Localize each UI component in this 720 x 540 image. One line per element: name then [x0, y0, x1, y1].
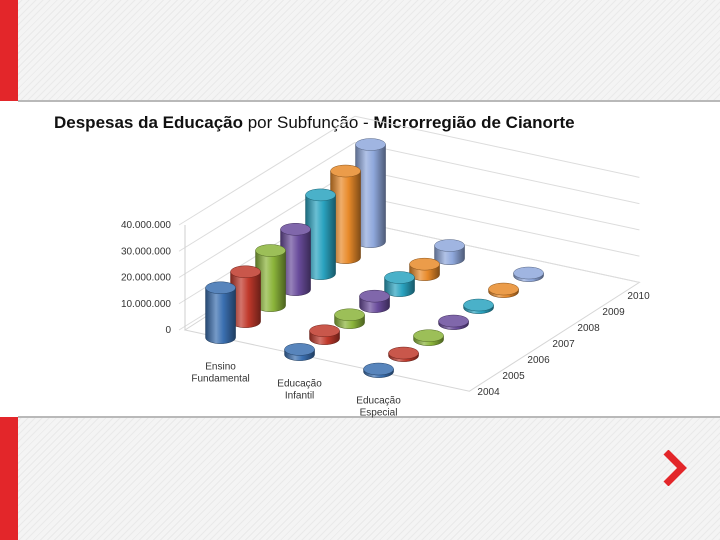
bar-cylinder-top: [464, 299, 494, 311]
bar-cylinder-top: [389, 347, 419, 359]
depth-series-label: 2009: [602, 307, 625, 319]
chart-title-tail: Microrregião de Cianorte: [373, 113, 575, 132]
chart-title-bold: Despesas da Educação: [54, 113, 243, 132]
bar-cylinder-top: [410, 258, 440, 270]
back-gridline: [355, 169, 639, 230]
depth-series-label: 2006: [527, 355, 550, 367]
bar-cylinder-top: [285, 343, 315, 355]
bar-cylinder-top: [256, 245, 286, 257]
depth-series-label: 2004: [477, 387, 500, 399]
back-gridline: [355, 116, 639, 177]
bar-cylinder-top: [331, 165, 361, 177]
depth-series-label: 2005: [502, 371, 525, 383]
x-category-label: Ensino Fundamental: [191, 361, 250, 385]
depth-series-label: 2010: [627, 291, 650, 303]
bar-cylinder-top: [439, 315, 469, 327]
bar-cylinder-top: [360, 290, 390, 302]
bar-cylinder-top: [231, 266, 261, 278]
back-gridline: [355, 142, 639, 203]
y-tick-label: 20.000.000: [120, 272, 171, 284]
bar-cylinder-top: [435, 240, 465, 252]
bar-cylinder-top: [356, 139, 386, 151]
x-category-label: Educação Especial: [356, 395, 401, 419]
y-tick-label: 0: [165, 325, 171, 336]
depth-series-label: 2007: [552, 339, 575, 351]
y-tick-label: 40.000.000: [120, 220, 171, 231]
bar-cylinder-top: [489, 283, 519, 295]
bar-cylinder-body: [206, 288, 236, 344]
depth-series-label: 2008: [577, 323, 600, 335]
chart-title-middle: por Subfunção -: [242, 113, 374, 132]
bar-cylinder-top: [414, 330, 444, 342]
chevron-right-icon[interactable]: [660, 450, 688, 486]
bar-cylinder-top: [385, 272, 415, 284]
x-category-label: Educação Infantil: [277, 378, 322, 402]
bar-cylinder-top: [306, 189, 336, 201]
bar-cylinder-top: [281, 223, 311, 235]
bar-cylinder-top: [364, 363, 394, 375]
y-tick-label: 10.000.000: [120, 298, 171, 310]
bar-cylinder-top: [335, 309, 365, 321]
y-tick-label: 30.000.000: [120, 246, 171, 258]
bar-cylinder-top: [514, 267, 544, 279]
back-gridline: [355, 195, 639, 256]
bar-cylinder-top: [206, 282, 236, 294]
bar-cylinder-top: [310, 325, 340, 337]
